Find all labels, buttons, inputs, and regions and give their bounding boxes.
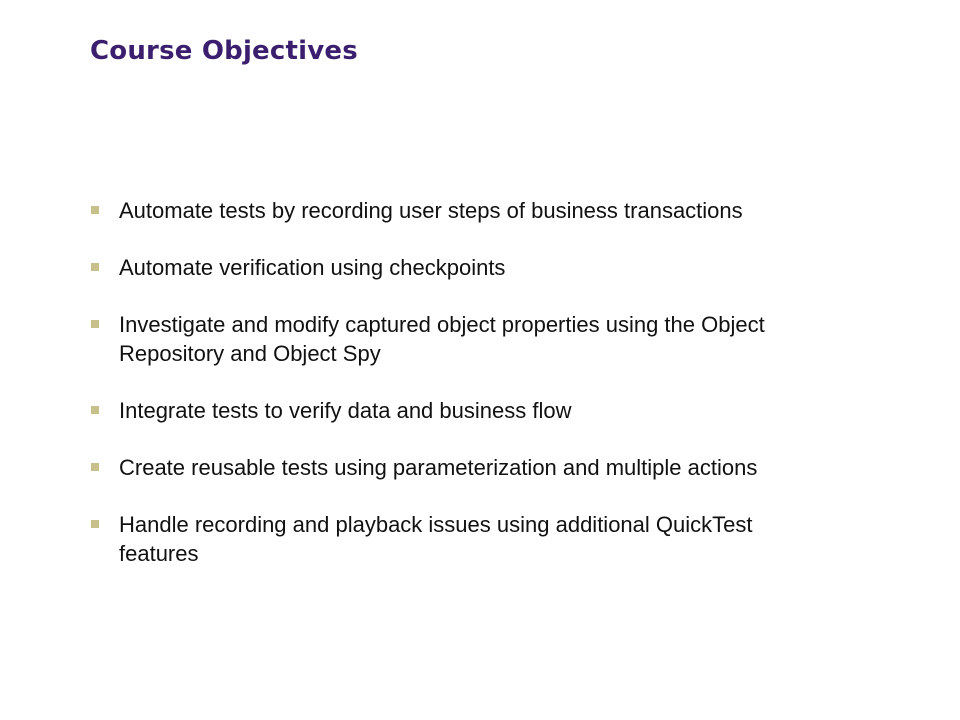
objectives-list — [90, 196, 830, 596]
square-bullet-icon — [91, 263, 99, 271]
list-item-text: Integrate tests to verify data and business flow — [119, 398, 572, 423]
list-item-text: Handle recording and playback issues using additional QuickTest features — [119, 512, 753, 566]
square-bullet-icon — [91, 406, 99, 414]
list-item — [90, 310, 830, 368]
square-bullet-icon — [91, 206, 99, 214]
square-bullet-icon — [91, 320, 99, 328]
square-bullet-icon — [91, 520, 99, 528]
list-item-text: Automate verification using checkpoints — [119, 255, 506, 280]
list-item — [90, 510, 830, 568]
list-item-text: Investigate and modify captured object properties using the Object Repository and Object Spy — [119, 312, 765, 366]
square-bullet-icon — [91, 463, 99, 471]
list-item — [90, 453, 830, 482]
list-item-text: Automate tests by recording user steps of business transactions — [119, 198, 743, 223]
list-item — [90, 196, 830, 225]
slide-title: Course Objectives — [90, 36, 358, 66]
list-item — [90, 396, 830, 425]
list-item — [90, 253, 830, 282]
list-item-text: Create reusable tests using parameterization and multiple actions — [119, 455, 758, 480]
